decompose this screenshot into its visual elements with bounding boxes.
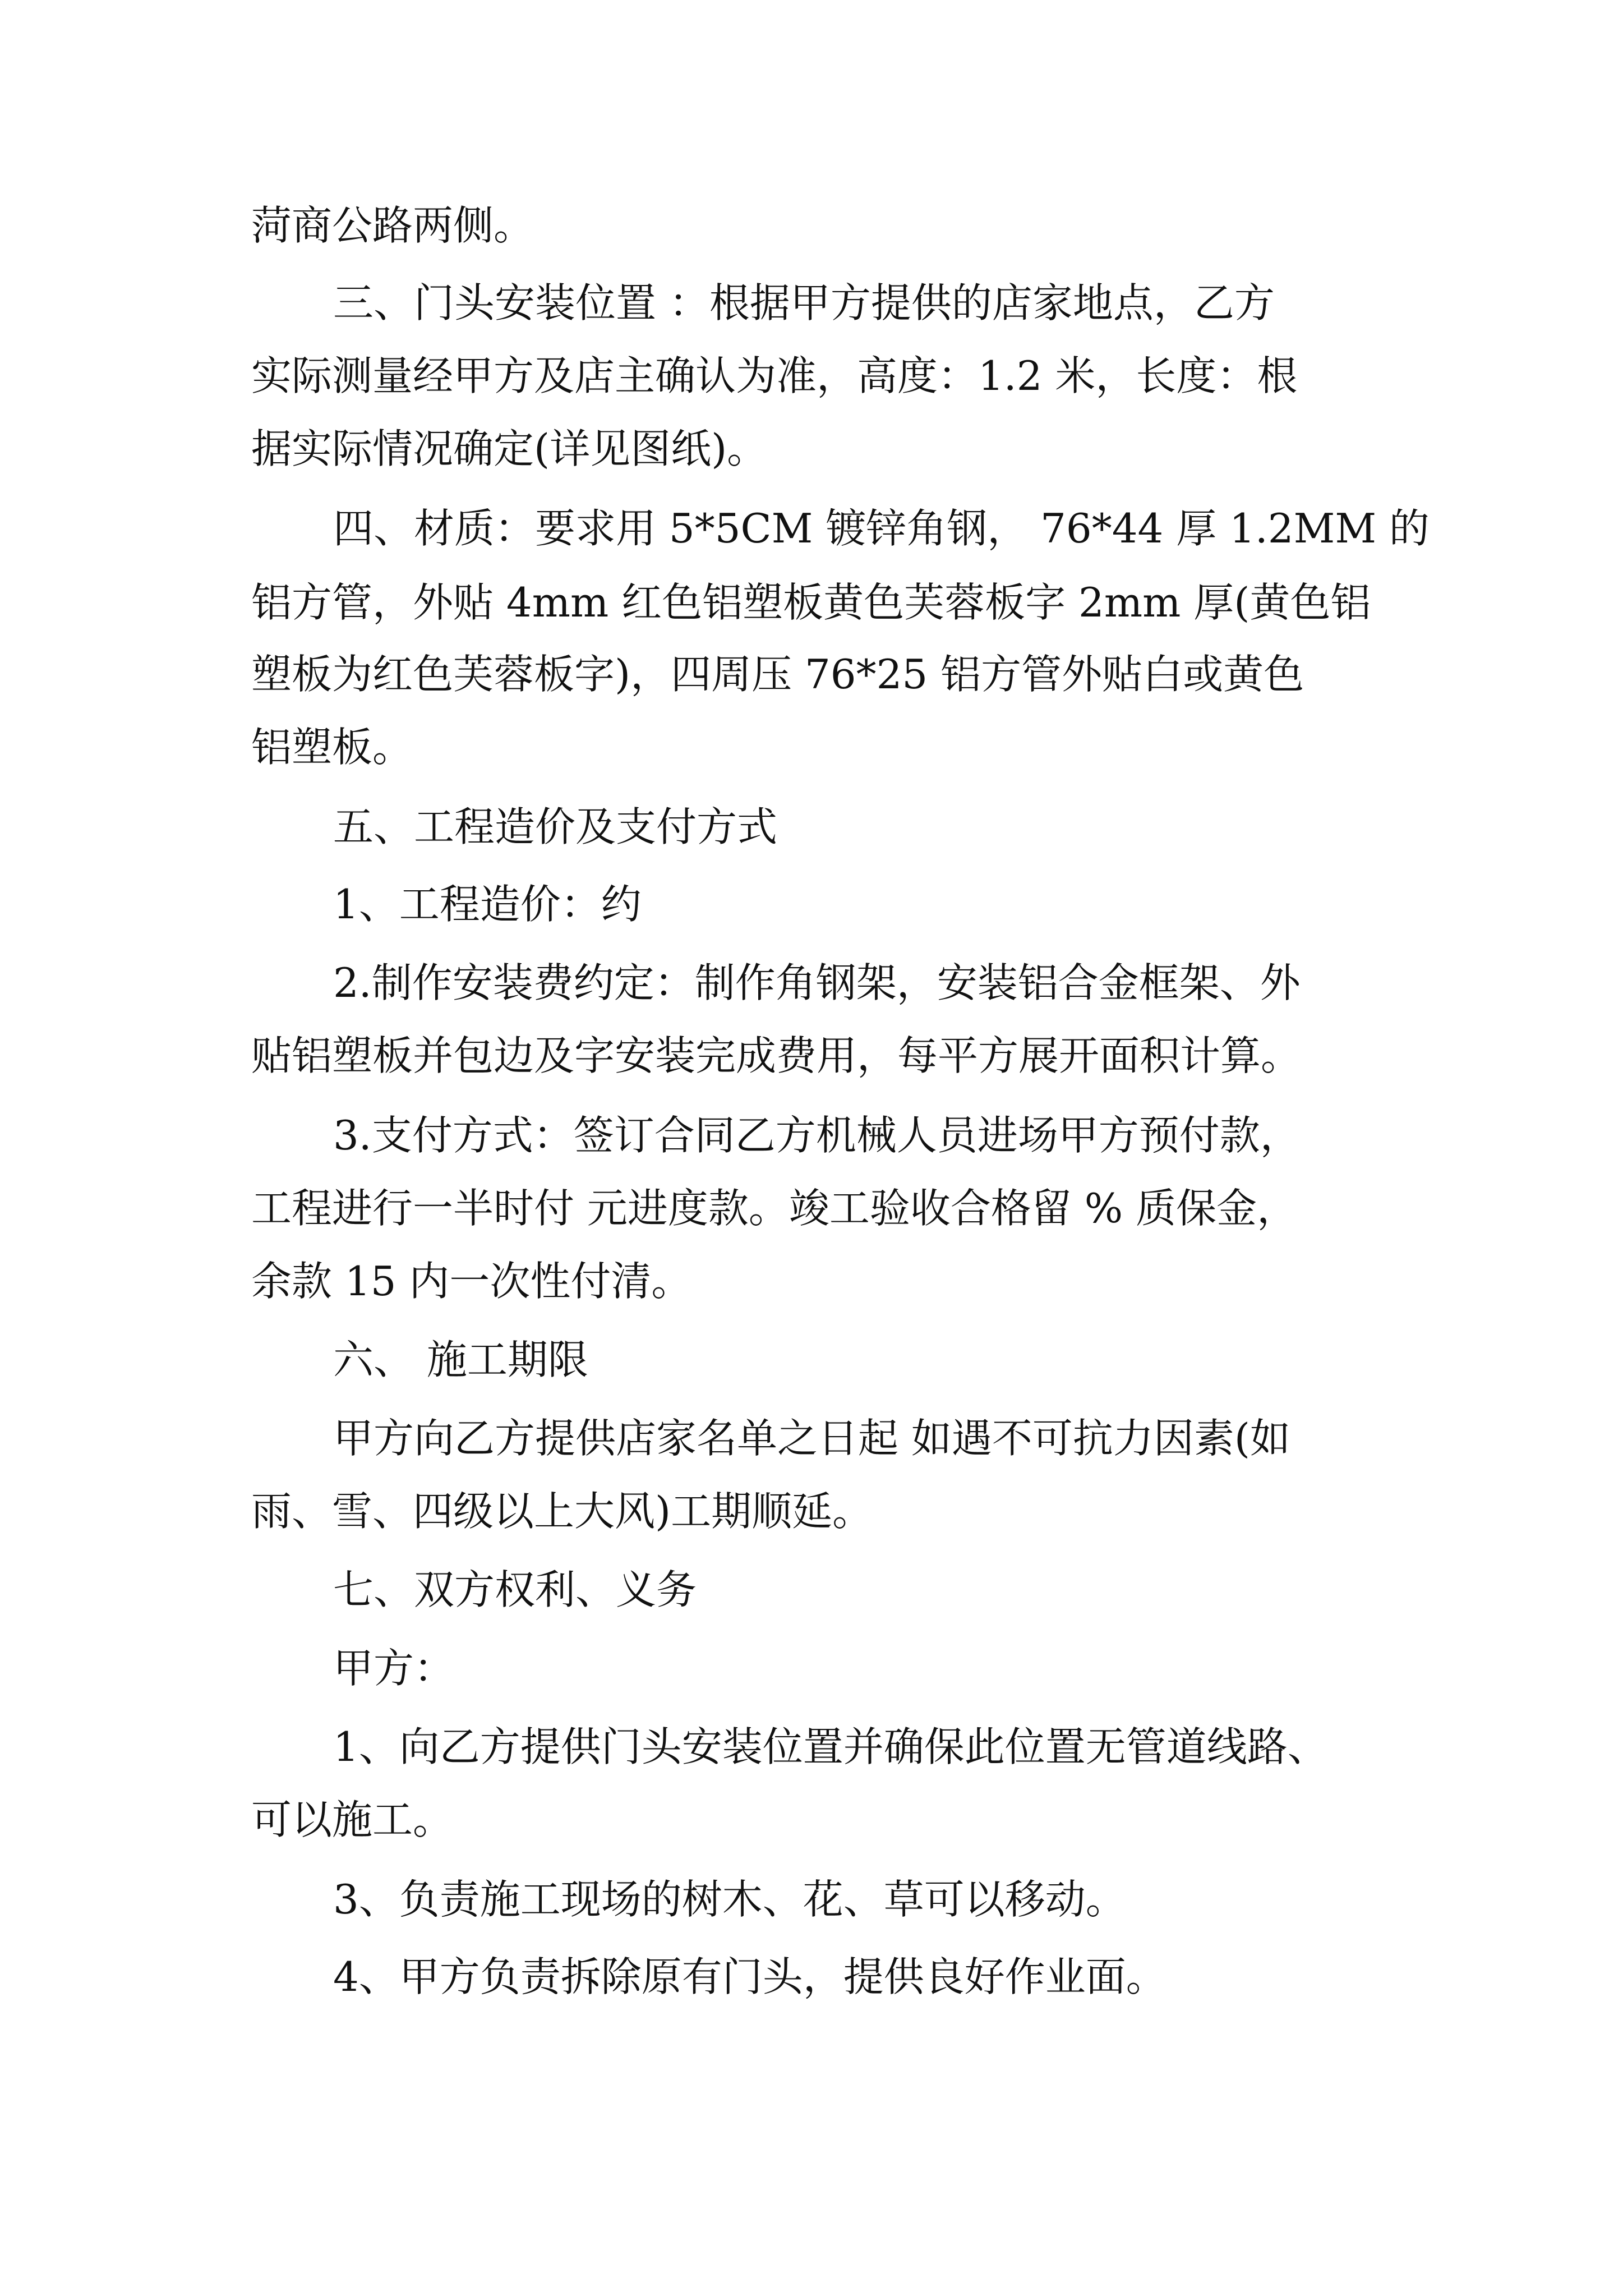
text-line: 四、材质：要求用 5*5CM 镀锌角钢， 76*44 厚 1.2MM 的: [333, 505, 1430, 552]
text-line: 余款 15 内一次性付清。: [251, 1258, 692, 1305]
text-line: 七、双方权利、义务: [333, 1566, 697, 1613]
text-line: 铝方管，外贴 4mm 红色铝塑板黄色芙蓉板字 2mm 厚(黄色铝: [251, 579, 1371, 626]
text-line: 实际测量经甲方及店主确认为准，高度：1.2 米，长度：根: [251, 352, 1298, 399]
text-line: 3.支付方式：签订合同乙方机械人员进场甲方预付款，: [333, 1112, 1301, 1159]
text-line: 铝塑板。: [251, 724, 413, 771]
text-line: 据实际情况确定(详见图纸)。: [251, 425, 768, 472]
text-line: 2.制作安装费约定：制作角钢架，安装铝合金框架、外: [333, 959, 1301, 1006]
text-line: 1、向乙方提供门头安装位置并确保此位置无管道线路、: [333, 1723, 1328, 1770]
text-line: 菏商公路两侧。: [251, 202, 534, 249]
text-line: 1、工程造价：约: [333, 881, 642, 928]
text-line: 甲方向乙方提供店家名单之日起 如遇不可抗力因素(如: [333, 1415, 1290, 1462]
text-line: 三、门头安装位置 ：根据甲方提供的店家地点，乙方: [333, 279, 1275, 326]
text-line: 雨、雪、四级以上大风)工期顺延。: [251, 1488, 873, 1535]
text-line: 工程进行一半时付 元进度款。竣工验收合格留 % 质保金，: [251, 1185, 1298, 1232]
text-line: 贴铝塑板并包边及字安装完成费用，每平方展开面积计算。: [251, 1032, 1302, 1079]
text-line: 可以施工。: [251, 1796, 454, 1843]
text-line: 甲方：: [333, 1645, 455, 1692]
text-line: 五、工程造价及支付方式: [333, 803, 778, 850]
text-line: 塑板为红色芙蓉板字)，四周压 76*25 铝方管外贴白或黄色: [251, 651, 1304, 698]
text-line: 3、负责施工现场的树木、花、草可以移动。: [333, 1876, 1126, 1923]
text-line: 4、甲方负责拆除原有门头，提供良好作业面。: [333, 1953, 1166, 2000]
text-line: 六、 施工期限: [333, 1336, 588, 1383]
